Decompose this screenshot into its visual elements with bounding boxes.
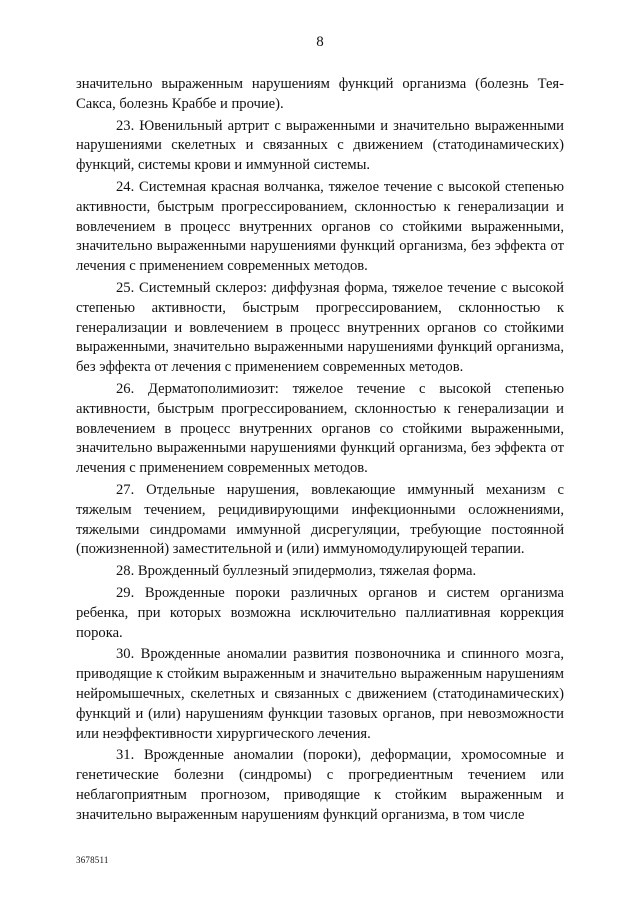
- paragraph-item-27: 27. Отдельные нарушения, вовлекающие иммунный механизм с тяжелым течением, рецидивирующими инфекционными осложнениями, тяжелыми синдромами иммунной дисрегуляции, требующие постоянной (пожизненной) заместительной и (или) иммуномодулирующей терапии.: [76, 481, 564, 558]
- paragraph-item-29: 29. Врожденные пороки различных органов и систем организма ребенка, при которых возможна исключительно паллиативная коррекция порока.: [76, 584, 564, 641]
- document-body: [76, 75, 564, 827]
- paragraph-item-28: 28. Врожденный буллезный эпидермолиз, тяжелая форма.: [116, 563, 477, 580]
- document-code: 3678511: [76, 855, 109, 865]
- paragraph-continuation: значительно выраженным нарушениям функций организма (болезнь Тея-Сакса, болезнь Краббе и прочие).: [76, 76, 564, 112]
- paragraph-item-25: 25. Системный склероз: диффузная форма, тяжелое течение с высокой степенью активности, быстрым прогрессированием, склонностью к генерализации и вовлечением в процесс внутренних органов со стойкими выраженными, значительно выраженными нарушениями функций организма, без эффекта от лечения с применением современных методов.: [76, 279, 564, 376]
- paragraph-item-26: 26. Дерматополимиозит: тяжелое течение с высокой степенью активности, быстрым прогрессированием, склонностью к генерализации и вовлечением в процесс внутренних органов со стойкими выраженными, значительно выраженными нарушениями функций организма, без эффекта от лечения с применением современных методов.: [76, 380, 564, 477]
- paragraph-item-30: 30. Врожденные аномалии развития позвоночника и спинного мозга, приводящие к стойким выраженным и значительно выраженным нарушениям нейромышечных, скелетных и связанных с движением (статодинамических) функций и (или) нарушениям функции тазовых органов, при невозможности или неэффективности хирургического лечения.: [76, 646, 564, 742]
- paragraph-item-24: 24. Системная красная волчанка, тяжелое течение с высокой степенью активности, быстрым прогрессированием, склонностью к генерализации и вовлечением в процесс внутренних органов со стойкими выраженными, значительно выраженными нарушениями функций организма, без эффекта от лечения с применением современных методов.: [76, 178, 564, 275]
- page-number: 8: [316, 34, 324, 50]
- paragraph-item-23: 23. Ювенильный артрит с выраженными и значительно выраженными нарушениями скелетных и связанных с движением (статодинамических) функций, системы крови и иммунной системы.: [76, 117, 564, 174]
- paragraph-item-31: 31. Врожденные аномалии (пороки), деформации, хромосомные и генетические болезни (синдромы) с прогредиентным течением или неблагоприятным прогнозом, приводящие к стойким выраженным и значительно выраженным нарушениям функций организма, в том числе: [76, 747, 564, 823]
